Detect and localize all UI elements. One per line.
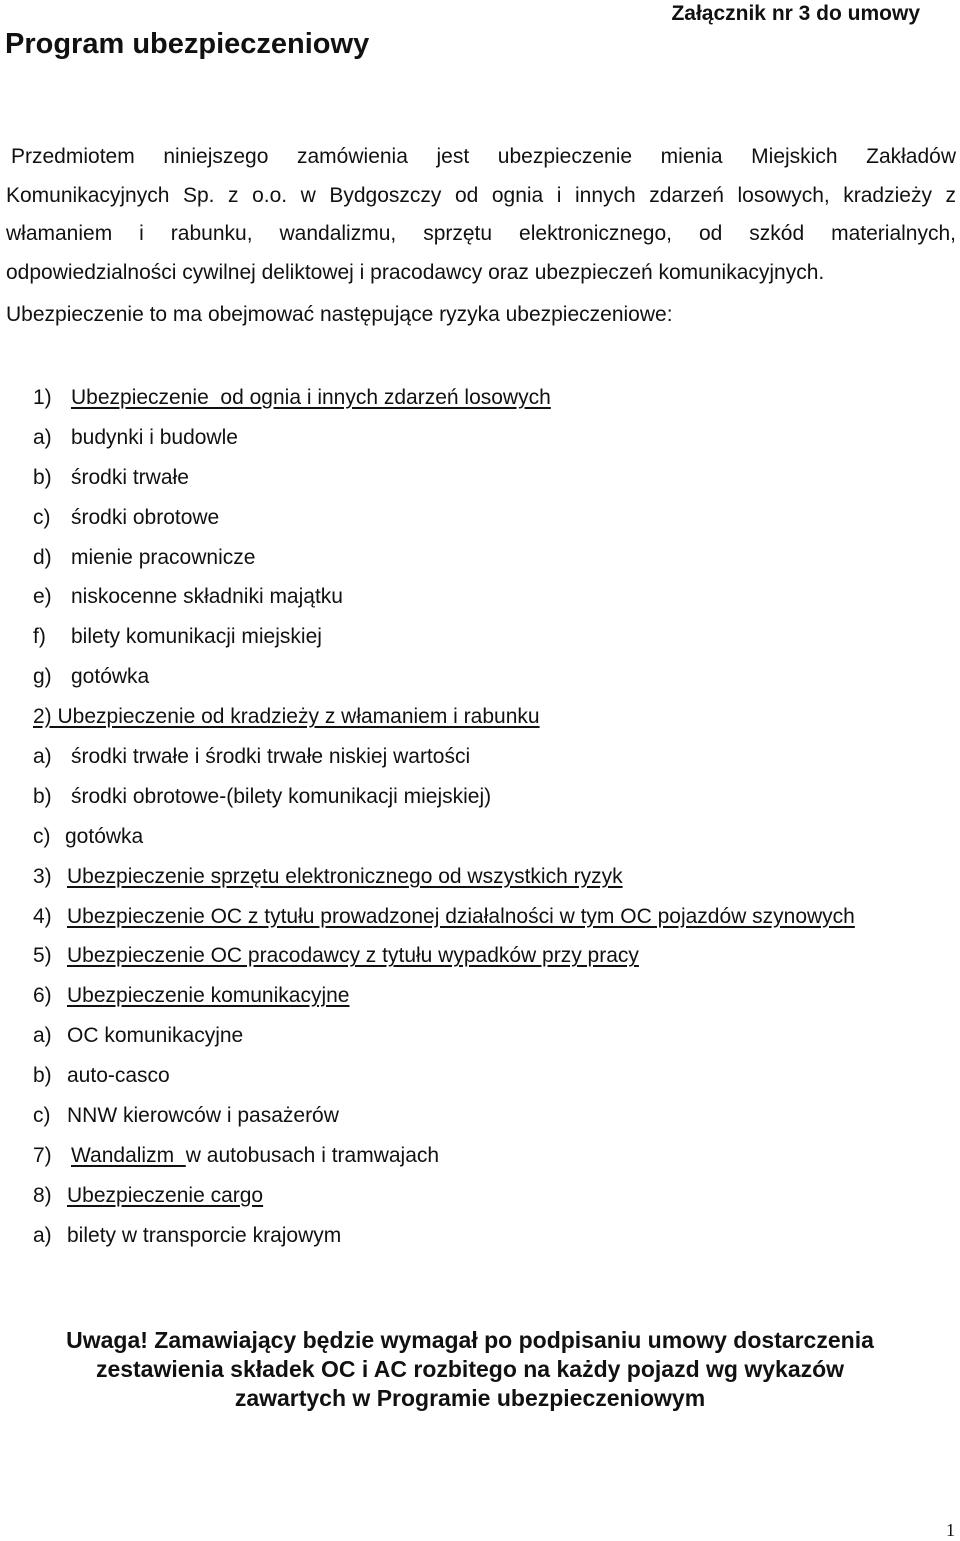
item-marker: 5) bbox=[33, 944, 52, 968]
risk-heading-rest: w autobusach i tramwajach bbox=[185, 1143, 440, 1167]
item-marker: 7) bbox=[33, 1143, 52, 1167]
sub-item-text: bilety w transporcie krajowym bbox=[67, 1223, 342, 1247]
item-marker: a) bbox=[33, 745, 52, 769]
item-marker: 1) bbox=[33, 386, 52, 409]
sub-item-text: środki obrotowe-(bilety komunikacji miejskiej) bbox=[71, 784, 492, 808]
risk-list bbox=[33, 378, 855, 1256]
sub-item-text: auto-casco bbox=[67, 1064, 170, 1088]
item-marker: b) bbox=[33, 465, 52, 489]
risk-heading: Wandalizm bbox=[71, 1143, 186, 1167]
item-marker: 3) bbox=[33, 864, 52, 888]
annex-label: Załącznik nr 3 do umowy bbox=[671, 2, 920, 25]
risk-item-7 bbox=[33, 1136, 855, 1176]
sub-item-text: budynki i budowle bbox=[71, 425, 238, 449]
item-marker: 4) bbox=[33, 904, 52, 928]
sub-item bbox=[33, 1056, 855, 1096]
item-marker: a) bbox=[33, 425, 52, 449]
sub-item-text: środki trwałe i środki trwałe niskiej wartości bbox=[71, 745, 471, 769]
risk-item-5 bbox=[33, 936, 855, 976]
item-marker: g) bbox=[33, 665, 52, 689]
item-marker: a) bbox=[33, 1024, 52, 1048]
risk-item-2 bbox=[33, 697, 855, 737]
risk-item-4 bbox=[33, 897, 855, 937]
sub-item bbox=[33, 538, 855, 578]
item-marker: c) bbox=[33, 505, 51, 529]
sub-item-text: niskocenne składniki majątku bbox=[71, 585, 343, 609]
sub-item-text: OC komunikacyjne bbox=[67, 1024, 244, 1048]
sub-item-text: NNW kierowców i pasażerów bbox=[67, 1104, 339, 1128]
item-marker: d) bbox=[33, 545, 52, 569]
risk-heading: Ubezpieczenie sprzętu elektronicznego od wszystkich ryzyk bbox=[67, 864, 623, 888]
sub-item bbox=[33, 777, 855, 817]
sub-item bbox=[33, 577, 855, 617]
sub-item-text: bilety komunikacji miejskiej bbox=[71, 625, 322, 649]
page-number: 1 bbox=[946, 1520, 955, 1540]
notice-line-2: zestawienia składek OC i AC rozbitego na każdy pojazd wg wykazów bbox=[95, 1356, 845, 1382]
item-marker: 6) bbox=[33, 984, 52, 1008]
risk-item-1 bbox=[33, 378, 855, 418]
risk-heading: Ubezpieczenie OC pracodawcy z tytułu wypadków przy pracy bbox=[67, 944, 639, 968]
sub-item bbox=[33, 737, 855, 777]
sub-item-text: gotówka bbox=[71, 665, 150, 689]
risk-heading: 2) Ubezpieczenie od kradzieży z włamaniem i rabunku bbox=[33, 705, 540, 729]
sub-item-text: środki obrotowe bbox=[71, 505, 220, 529]
item-marker: c) bbox=[33, 824, 51, 848]
sub-item bbox=[33, 817, 855, 857]
sub-item bbox=[33, 1216, 855, 1256]
sub-item bbox=[33, 1096, 855, 1136]
sub-item-text: środki trwałe bbox=[71, 465, 189, 489]
sub-item bbox=[33, 657, 855, 697]
item-marker: c) bbox=[33, 1104, 51, 1128]
sub-item bbox=[33, 498, 855, 538]
item-marker: a) bbox=[33, 1223, 52, 1247]
risk-heading: Ubezpieczenie komunikacyjne bbox=[67, 984, 350, 1008]
risk-heading: Ubezpieczenie cargo bbox=[67, 1183, 264, 1207]
item-marker: f) bbox=[33, 625, 46, 649]
sub-item bbox=[33, 617, 855, 657]
sub-item bbox=[33, 458, 855, 498]
document-title: Program ubezpieczeniowy bbox=[5, 28, 370, 60]
intro-paragraph: Przedmiotem niniejszego zamówienia jest ubezpieczenie mienia Miejskich Zakładów Komunikacyjnych Sp. z o.o. w Bydgoszczy od ognia i innych zdarzeń losowych, kradzieży z włamaniem i rabunku, wandalizmu, sprzętu elektronicznego, od szkód materialnych, odpowiedzialności cywilnej deliktowej i pracodawcy oraz ubezpieczeń komunikacyjnych. bbox=[6, 145, 956, 284]
risk-item-8 bbox=[33, 1176, 855, 1216]
risk-heading: Ubezpieczenie od ognia i innych zdarzeń losowych bbox=[71, 386, 551, 409]
item-marker: 8) bbox=[33, 1183, 52, 1207]
sub-item bbox=[33, 418, 855, 458]
scope-sentence: Ubezpieczenie to ma obejmować następujące ryzyka ubezpieczeniowe: bbox=[6, 303, 673, 326]
notice-block bbox=[0, 1326, 940, 1413]
sub-item bbox=[33, 1016, 855, 1056]
risk-item-6 bbox=[33, 976, 855, 1016]
notice-line-3: zawartych w Programie ubezpieczeniowym bbox=[234, 1385, 706, 1411]
item-marker: b) bbox=[33, 1064, 52, 1088]
item-marker: e) bbox=[33, 585, 52, 609]
notice-line-1: Uwaga! Zamawiający będzie wymagał po podpisaniu umowy dostarczenia bbox=[66, 1327, 874, 1353]
risk-item-3 bbox=[33, 857, 855, 897]
risk-heading: Ubezpieczenie OC z tytułu prowadzonej działalności w tym OC pojazdów szynowych bbox=[67, 904, 855, 928]
item-marker: b) bbox=[33, 784, 52, 808]
sub-item-text: gotówka bbox=[65, 824, 144, 848]
sub-item-text: mienie pracownicze bbox=[71, 545, 256, 569]
